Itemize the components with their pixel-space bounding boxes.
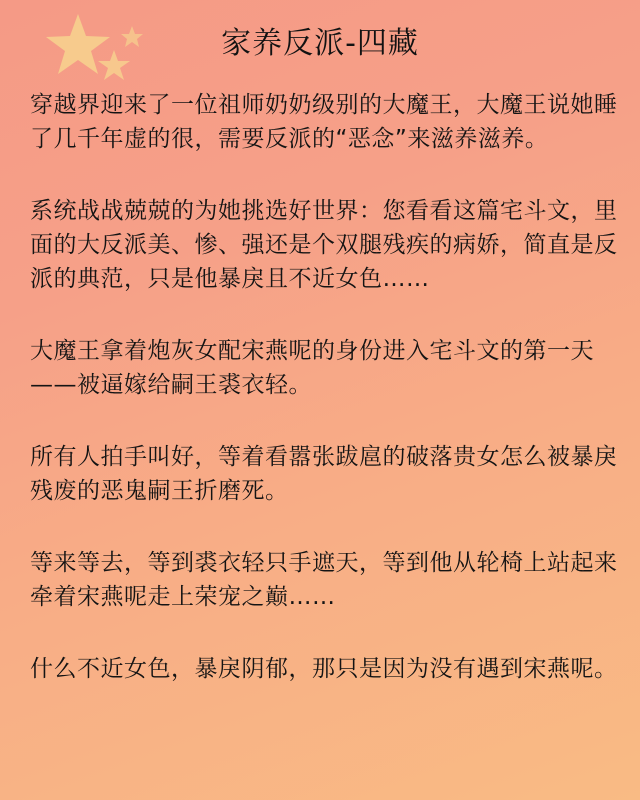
synopsis-paragraph: 大魔王拿着炮灰女配宋燕呢的身份进入宅斗文的第一天——被逼嫁给嗣王裘衣轻。 xyxy=(30,338,594,398)
synopsis-paragraph: 什么不近女色，暴戾阴郁，那只是因为没有遇到宋燕呢。 xyxy=(30,656,618,682)
synopsis-body xyxy=(30,88,618,724)
synopsis-paragraph: 穿越界迎来了一位祖师奶奶级别的大魔王，大魔王说她睡了几千年虚的很，需要反派的“恶念”来滋养滋养。 xyxy=(30,92,618,152)
synopsis-paragraph: 等来等去，等到裘衣轻只手遮天，等到他从轮椅上站起来牵着宋燕呢走上荣宠之巅…… xyxy=(30,550,618,610)
synopsis-paragraph: 所有人拍手叫好，等着看嚣张跋扈的破落贵女怎么被暴戾残废的恶鬼嗣王折磨死。 xyxy=(30,444,618,504)
page-title: 家养反派-四藏 xyxy=(221,26,419,61)
synopsis-paragraph: 系统战战兢兢的为她挑选好世界：您看看这篇宅斗文，里面的大反派美、惨、强还是个双腿残疾的病娇，简直是反派的典范，只是他暴戾且不近女色…… xyxy=(30,198,618,292)
